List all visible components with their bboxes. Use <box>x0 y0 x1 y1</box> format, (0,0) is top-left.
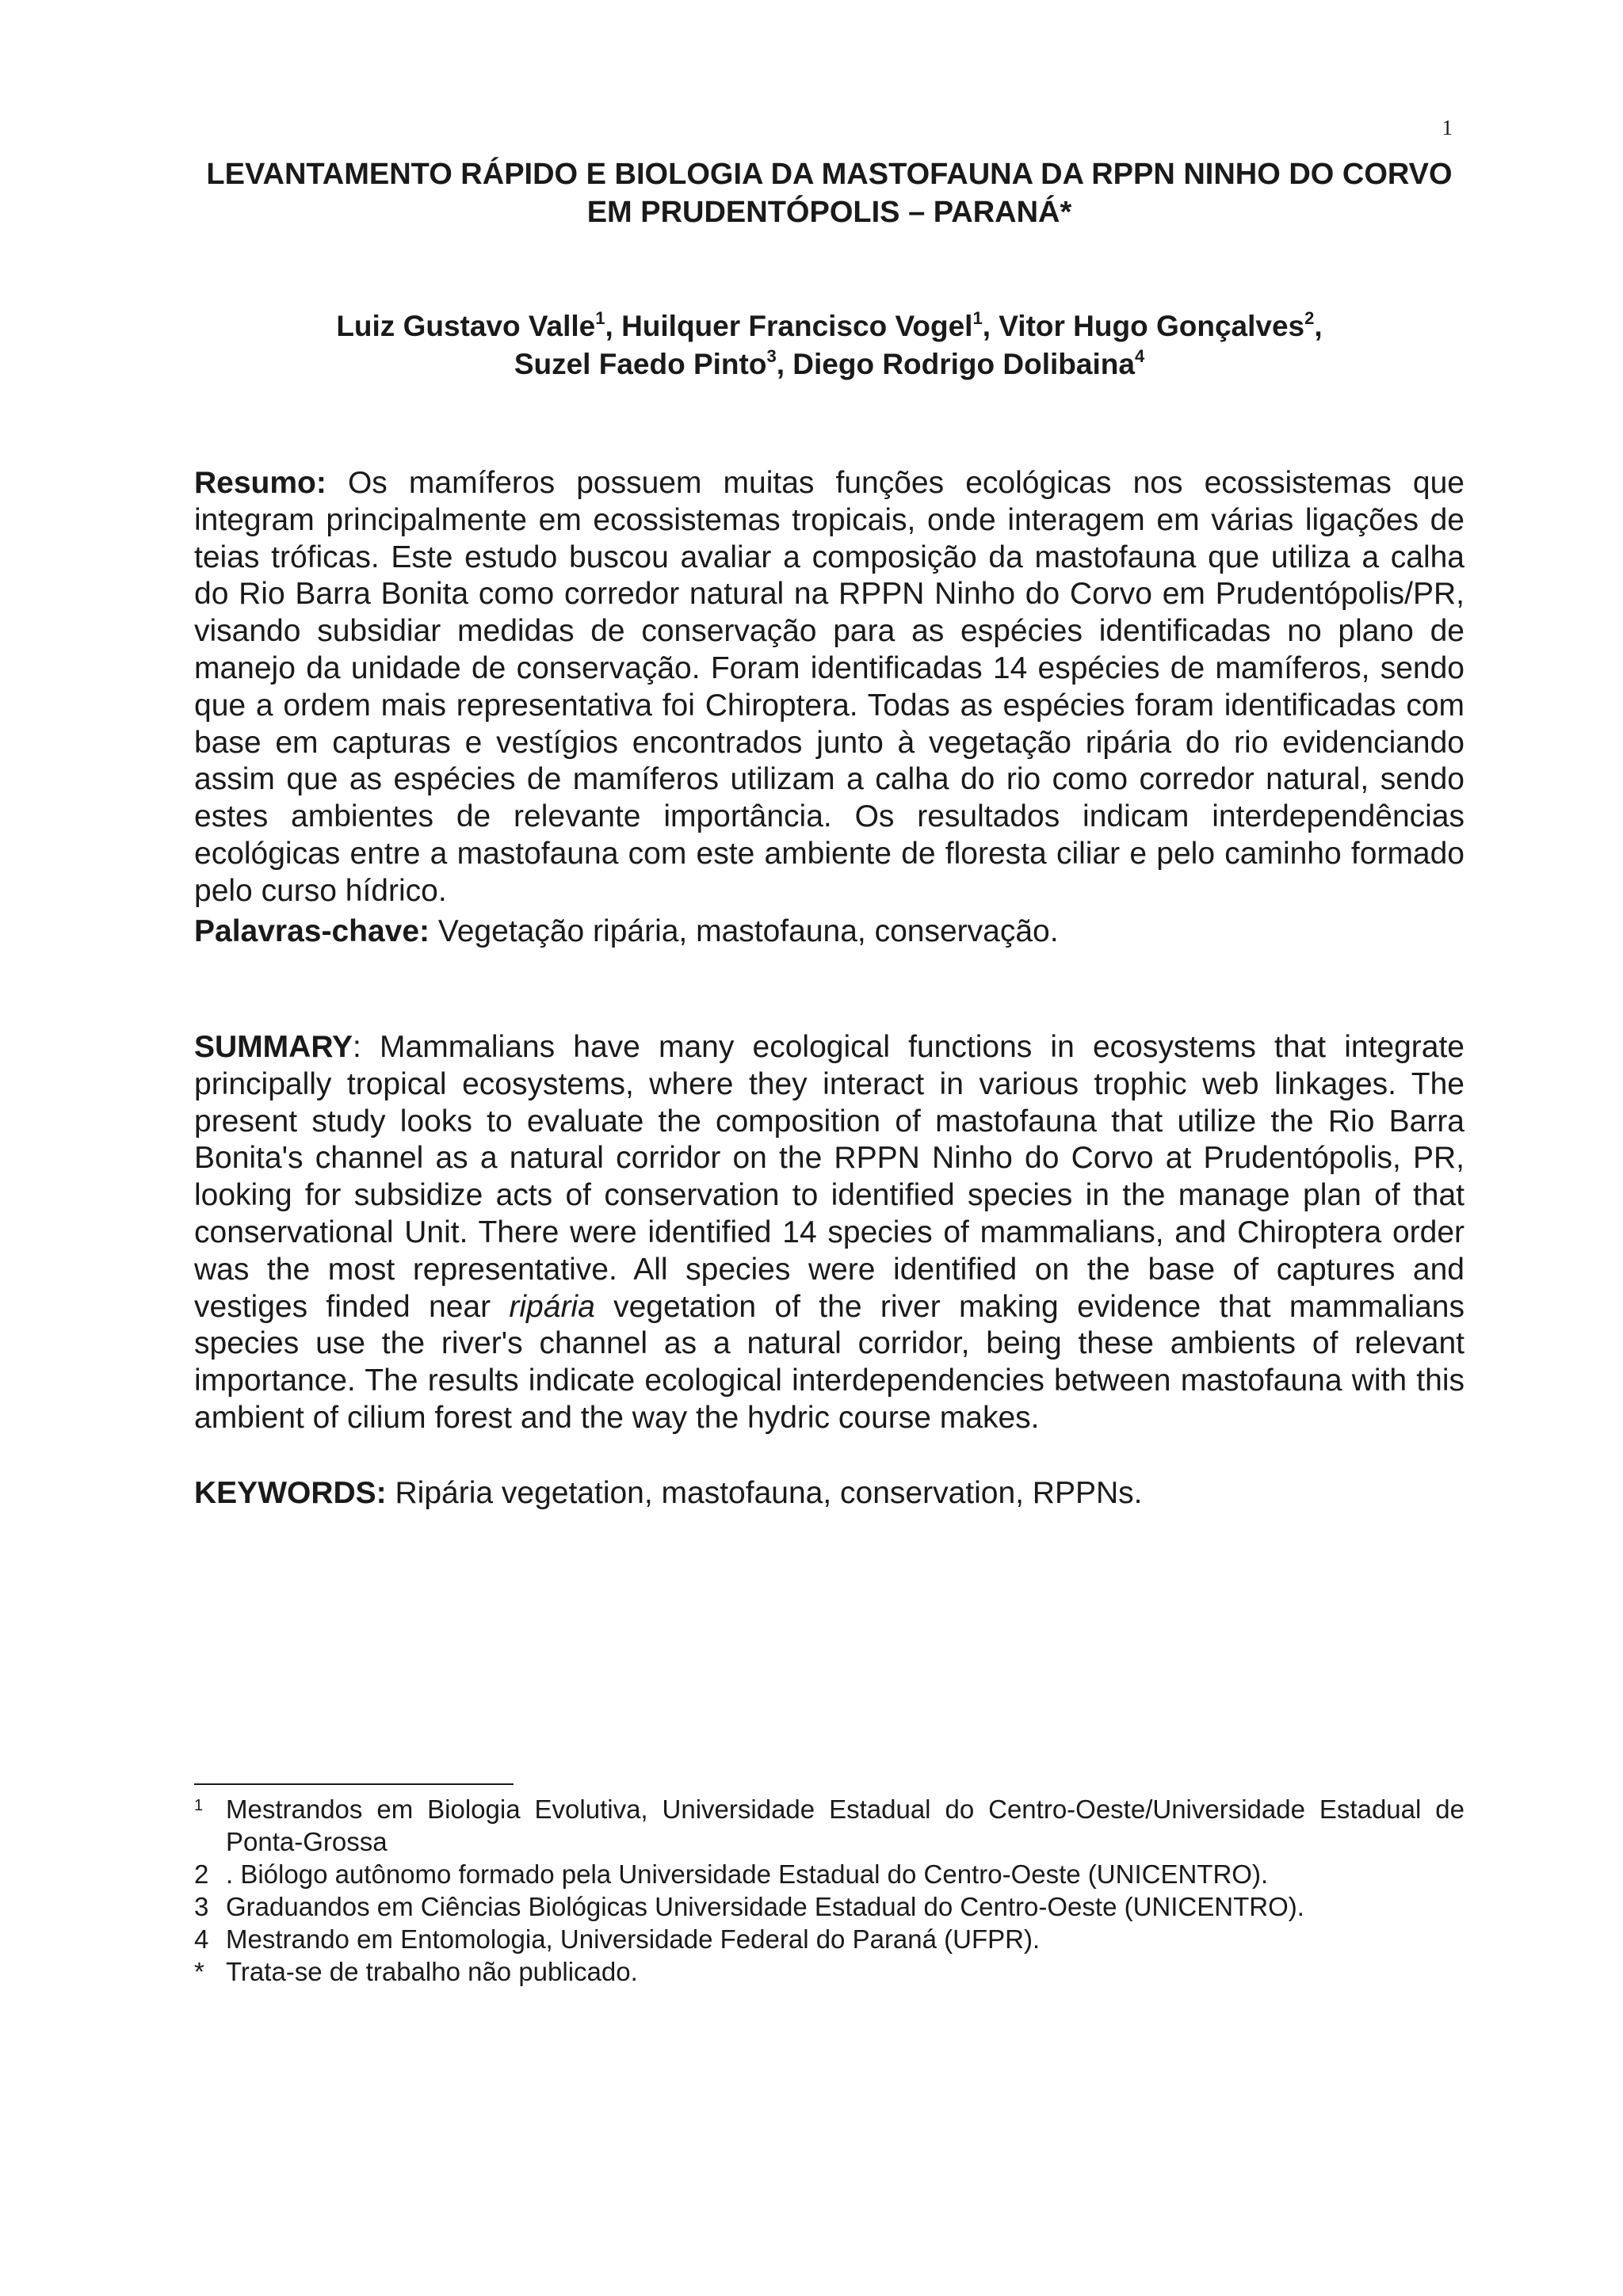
affiliation-mark: 4 <box>1134 346 1145 366</box>
summary-italic-term: ripária <box>509 1289 595 1324</box>
author-name: Huilquer Francisco Vogel <box>621 310 973 342</box>
footnote-separator <box>194 1783 514 1785</box>
author-name: Vitor Hugo Gonçalves <box>999 310 1305 342</box>
footnote-item <box>194 1890 1465 1923</box>
summary-label: SUMMARY <box>194 1030 353 1064</box>
affiliation-mark: 1 <box>595 308 605 328</box>
affiliation-mark: 2 <box>1304 308 1315 328</box>
footnote-list <box>194 1793 1465 1988</box>
author-name: Diego Rodrigo Dolibaina <box>792 348 1135 380</box>
footnote-marker: 3 <box>194 1892 209 1921</box>
keywords-paragraph <box>194 1475 1465 1512</box>
affiliation-mark: 1 <box>972 308 983 328</box>
keywords-text: Ripária vegetation, mastofauna, conservation, RPPNs. <box>386 1476 1143 1510</box>
footnote-text: Mestrando em Entomologia, Universidade Federal do Paraná (UFPR). <box>226 1924 1041 1954</box>
footnote-marker: 1 <box>194 1797 204 1814</box>
summary-text-continued: vegetation of the river making evidence that mammalians species use the river's channel as a natural corridor, being these ambients of relevant importance. The results indicate ecological interdependencies between mastofauna with this ambient of cilium forest and the way the hydric course makes. <box>194 1289 1465 1435</box>
summary-paragraph <box>194 1029 1465 1437</box>
footnote-item <box>194 1858 1465 1890</box>
footnote-item <box>194 1793 1465 1858</box>
palavras-chave-paragraph <box>194 913 1465 951</box>
resumo-label: Resumo: <box>194 466 327 500</box>
footnote-text: Trata-se de trabalho não publicado. <box>226 1957 638 1986</box>
author-name: Luiz Gustavo Valle <box>336 310 596 342</box>
summary-text: : Mammalians have many ecological functions in ecosystems that integrate principally tropical ecosystems, where they interact in various trophic web linkages. The present study looks to evaluate the composition of mastofauna that utilize the Rio Barra Bonita's channel as a natural corridor on the RPPN Ninho do Corvo at Prudentópolis, PR, looking for subsidize acts of conservation to identified species in the manage plan of that conservational Unit. There were identified 14 species of mammalians, and Chiroptera order was the most representative. All species were identified on the base of captures and vestiges finded near <box>194 1030 1465 1324</box>
footnote-marker: 2 <box>194 1859 209 1889</box>
footnote-item <box>194 1923 1465 1955</box>
affiliation-mark: 3 <box>766 346 777 366</box>
paper-title: LEVANTAMENTO RÁPIDO E BIOLOGIA DA MASTOFAUNA DA RPPN NINHO DO CORVO EM PRUDENTÓPOLIS – PARANÁ* <box>206 158 1453 229</box>
footnote-marker: 4 <box>194 1924 209 1954</box>
palavras-chave-text: Vegetação ripária, mastofauna, conservação. <box>430 914 1059 948</box>
resumo-paragraph <box>194 465 1465 910</box>
author-list: Luiz Gustavo Valle$^1$, Huilquer Francisco Vogel$^1$, Vitor Hugo Gonçalves$^2$, Suzel Faedo Pinto$^3$, Diego Rodrigo Dolibaina$^4$ <box>336 308 1323 380</box>
palavras-chave-label: Palavras-chave: <box>194 914 430 948</box>
footnote-marker: * <box>194 1957 204 1986</box>
footnote-text: . Biólogo autônomo formado pela Universidade Estadual do Centro-Oeste (UNICENTRO). <box>226 1859 1269 1889</box>
footnote-item <box>194 1955 1465 1988</box>
footnote-text: Graduandos em Ciências Biológicas Universidade Estadual do Centro-Oeste (UNICENTRO). <box>226 1892 1304 1921</box>
author-name: Suzel Faedo Pinto <box>514 348 767 380</box>
keywords-label: KEYWORDS: <box>194 1476 387 1510</box>
page-number: 1 <box>1442 116 1453 139</box>
resumo-text: Os mamíferos possuem muitas funções ecológicas nos ecossistemas que integram principalmente em ecossistemas tropicais, onde interagem em várias ligações de teias tróficas. Este estudo buscou avaliar a composição da mastofauna que utiliza a calha do Rio Barra Bonita como corredor natural na RPPN Ninho do Corvo em Prudentópolis/PR, visando subsidiar medidas de conservação para as espécies identificadas no plano de manejo da unidade de conservação. Foram identificadas 14 espécies de mamíferos, sendo que a ordem mais representativa foi Chiroptera. Todas as espécies foram identificadas com base em capturas e vestígios encontrados junto à vegetação ripária do rio evidenciando assim que as espécies de mamíferos utilizam a calha do rio como corredor natural, sendo estes ambientes de relevante importância. Os resultados indicam interdependências ecológicas entre a mastofauna com este ambiente de floresta ciliar e pelo caminho formado pelo curso hídrico. <box>194 466 1465 908</box>
footnote-text: Mestrandos em Biologia Evolutiva, Universidade Estadual do Centro-Oeste/Universidade Estadual de Ponta-Grossa <box>226 1794 1465 1856</box>
